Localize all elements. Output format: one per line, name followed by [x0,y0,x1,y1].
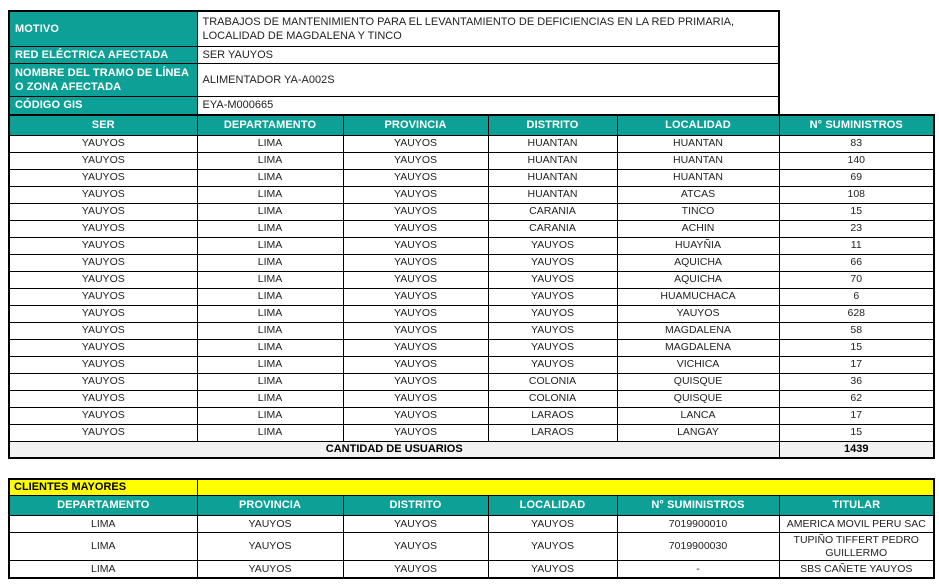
table-row [9,339,934,356]
column-header-localidad: LOCALIDAD [488,495,617,515]
table-cell: LARAOS [488,424,617,441]
table-row [9,373,934,390]
table-cell: YAUYOS [343,237,488,254]
column-header-provincia: PROVINCIA [197,495,343,515]
table-cell: 6 [779,288,934,305]
table-row [9,356,934,373]
table-cell: AQUICHA [617,254,779,271]
table-cell: 17 [779,407,934,424]
table-cell: YAUYOS [343,271,488,288]
table-row [9,390,934,407]
table-cell: YAUYOS [9,305,197,322]
info-value-red-electrica: SER YAUYOS [197,47,779,64]
table-row [9,152,934,169]
info-label-tramo-linea: NOMBRE DEL TRAMO DE LÍNEA O ZONA AFECTADA [9,64,197,97]
table-cell: YAUYOS [343,288,488,305]
table-cell: AMERICA MOVIL PERU SAC [779,515,934,532]
table-cell: YAUYOS [343,305,488,322]
table-cell: YAUYOS [197,532,343,560]
major-clients-title-fill [197,479,934,496]
table-cell: YAUYOS [9,271,197,288]
table-cell: YAUYOS [343,515,488,532]
table-cell: YAUYOS [488,305,617,322]
info-value-codigo-gis: EYA-M000665 [197,97,779,115]
table-cell: LIMA [197,254,343,271]
table-cell: YAUYOS [343,254,488,271]
table-row [9,424,934,441]
table-cell: LIMA [197,271,343,288]
table-cell: 15 [779,203,934,220]
table-cell: LIMA [197,288,343,305]
table-cell: YAUYOS [343,424,488,441]
info-row-red-electrica [9,47,779,64]
table-cell: HUANTAN [617,135,779,152]
table-cell: SBS CAÑETE YAUYOS [779,561,934,579]
table-cell: LIMA [197,390,343,407]
table-row [9,532,934,560]
table-cell: YAUYOS [9,220,197,237]
table-row [9,515,934,532]
table-cell: YAUYOS [343,152,488,169]
table-cell: YAUYOS [9,390,197,407]
table-cell: 58 [779,322,934,339]
column-header-distrito: DISTRITO [343,495,488,515]
table-row [9,169,934,186]
table-cell: YAUYOS [343,339,488,356]
table-cell: YAUYOS [488,356,617,373]
table-cell: YAUYOS [488,271,617,288]
table-cell: YAUYOS [343,135,488,152]
section-gap [8,459,933,478]
table-cell: LIMA [197,203,343,220]
table-cell: LIMA [9,515,197,532]
table-row [9,407,934,424]
table-cell: YAUYOS [197,561,343,579]
table-cell: YAUYOS [9,373,197,390]
table-cell: LIMA [197,356,343,373]
table-cell: YAUYOS [488,288,617,305]
table-cell: LIMA [197,169,343,186]
info-row-codigo-gis [9,97,779,115]
table-row [9,288,934,305]
supplies-header-row [9,115,934,136]
column-header-localidad: LOCALIDAD [617,115,779,136]
table-cell: YAUYOS [343,169,488,186]
table-cell: YAUYOS [343,322,488,339]
outage-notice-document [8,10,933,579]
info-value-motivo: TRABAJOS DE MANTENIMIENTO PARA EL LEVANTAMIENTO DE DEFICIENCIAS EN LA RED PRIMARIA, LOCALIDAD DE MAGDALENA Y TINCO [197,11,779,47]
table-cell: TINCO [617,203,779,220]
table-cell: 62 [779,390,934,407]
major-clients-table [8,478,935,579]
table-cell: 15 [779,339,934,356]
table-cell: LIMA [197,424,343,441]
supplies-table-body [9,135,934,441]
table-cell: HUANTAN [617,152,779,169]
table-cell: LIMA [197,373,343,390]
info-label-red-electrica: RED ELÉCTRICA AFECTADA [9,47,197,64]
table-cell: QUISQUE [617,373,779,390]
column-header-suministros: N° SUMINISTROS [617,495,779,515]
info-row-tramo-linea [9,64,779,97]
table-cell: COLONIA [488,390,617,407]
table-cell: YAUYOS [9,407,197,424]
table-cell: 15 [779,424,934,441]
column-header-ser: SER [9,115,197,136]
table-cell: LIMA [197,322,343,339]
table-cell: AQUICHA [617,271,779,288]
table-cell: YAUYOS [197,515,343,532]
table-cell: ACHIN [617,220,779,237]
table-cell: ATCAS [617,186,779,203]
info-row-motivo [9,11,779,47]
table-cell: LIMA [9,532,197,560]
table-cell: CARANIA [488,203,617,220]
table-cell: YAUYOS [343,407,488,424]
incident-info-table [8,10,780,116]
table-cell: YAUYOS [343,532,488,560]
table-cell: LIMA [197,135,343,152]
table-row [9,322,934,339]
table-cell: 69 [779,169,934,186]
table-cell: YAUYOS [9,322,197,339]
major-clients-title: CLIENTES MAYORES [9,479,197,496]
table-cell: YAUYOS [488,532,617,560]
supplies-table [8,114,935,459]
table-cell: YAUYOS [9,152,197,169]
table-cell: 66 [779,254,934,271]
table-cell: YAUYOS [617,305,779,322]
table-cell: YAUYOS [9,356,197,373]
table-cell: VICHICA [617,356,779,373]
table-cell: QUISQUE [617,390,779,407]
table-cell: LANGAY [617,424,779,441]
table-cell: HUAMUCHACA [617,288,779,305]
table-cell: YAUYOS [343,203,488,220]
table-row [9,254,934,271]
table-cell: 7019900010 [617,515,779,532]
table-cell: 108 [779,186,934,203]
info-label-motivo: MOTIVO [9,11,197,47]
table-cell: 70 [779,271,934,288]
table-cell: LIMA [197,152,343,169]
table-cell: YAUYOS [343,186,488,203]
table-cell: 140 [779,152,934,169]
table-cell: LIMA [197,339,343,356]
table-cell: YAUYOS [343,373,488,390]
major-clients-header-row [9,495,934,515]
table-cell: MAGDALENA [617,339,779,356]
table-cell: 11 [779,237,934,254]
table-cell: HUANTAN [488,186,617,203]
column-header-suministros: N° SUMINISTROS [779,115,934,136]
info-label-codigo-gis: CÓDIGO GIS [9,97,197,115]
table-cell: LARAOS [488,407,617,424]
table-cell: CARANIA [488,220,617,237]
table-cell: LANCA [617,407,779,424]
major-clients-title-row [9,479,934,496]
table-cell: YAUYOS [9,424,197,441]
table-row [9,135,934,152]
table-cell: YAUYOS [488,322,617,339]
table-cell: 23 [779,220,934,237]
table-cell: LIMA [9,561,197,579]
column-header-distrito: DISTRITO [488,115,617,136]
table-cell: 83 [779,135,934,152]
table-cell: HUAYÑIA [617,237,779,254]
table-cell: HUANTAN [488,152,617,169]
table-cell: TUPIÑO TIFFERT PEDRO GUILLERMO [779,532,934,560]
table-row [9,305,934,322]
table-cell: - [617,561,779,579]
table-cell: YAUYOS [9,169,197,186]
table-row [9,271,934,288]
table-cell: YAUYOS [9,203,197,220]
table-cell: 628 [779,305,934,322]
table-cell: YAUYOS [488,237,617,254]
table-cell: YAUYOS [488,515,617,532]
table-cell: YAUYOS [343,220,488,237]
table-cell: YAUYOS [488,339,617,356]
table-cell: LIMA [197,407,343,424]
major-clients-table-body [9,515,934,578]
table-cell: HUANTAN [617,169,779,186]
total-users-label: CANTIDAD DE USUARIOS [9,441,779,458]
table-row [9,561,934,579]
table-row [9,220,934,237]
table-cell: LIMA [197,186,343,203]
table-cell: COLONIA [488,373,617,390]
table-cell: LIMA [197,305,343,322]
table-cell: YAUYOS [488,561,617,579]
total-users-value: 1439 [779,441,934,458]
table-cell: 7019900030 [617,532,779,560]
table-cell: YAUYOS [343,561,488,579]
table-cell: YAUYOS [343,356,488,373]
info-value-tramo-linea: ALIMENTADOR YA-A002S [197,64,779,97]
column-header-departamento: DEPARTAMENTO [9,495,197,515]
column-header-provincia: PROVINCIA [343,115,488,136]
table-cell: LIMA [197,237,343,254]
table-cell: YAUYOS [9,339,197,356]
table-cell: YAUYOS [488,254,617,271]
table-cell: 36 [779,373,934,390]
table-cell: YAUYOS [9,254,197,271]
table-row [9,186,934,203]
total-users-row [9,441,934,458]
table-cell: HUANTAN [488,169,617,186]
column-header-titular: TITULAR [779,495,934,515]
table-row [9,203,934,220]
table-cell: YAUYOS [9,288,197,305]
table-cell: HUANTAN [488,135,617,152]
table-cell: YAUYOS [9,135,197,152]
table-cell: YAUYOS [343,390,488,407]
table-cell: MAGDALENA [617,322,779,339]
table-cell: YAUYOS [9,237,197,254]
column-header-departamento: DEPARTAMENTO [197,115,343,136]
table-row [9,237,934,254]
table-cell: LIMA [197,220,343,237]
table-cell: 17 [779,356,934,373]
table-cell: YAUYOS [9,186,197,203]
